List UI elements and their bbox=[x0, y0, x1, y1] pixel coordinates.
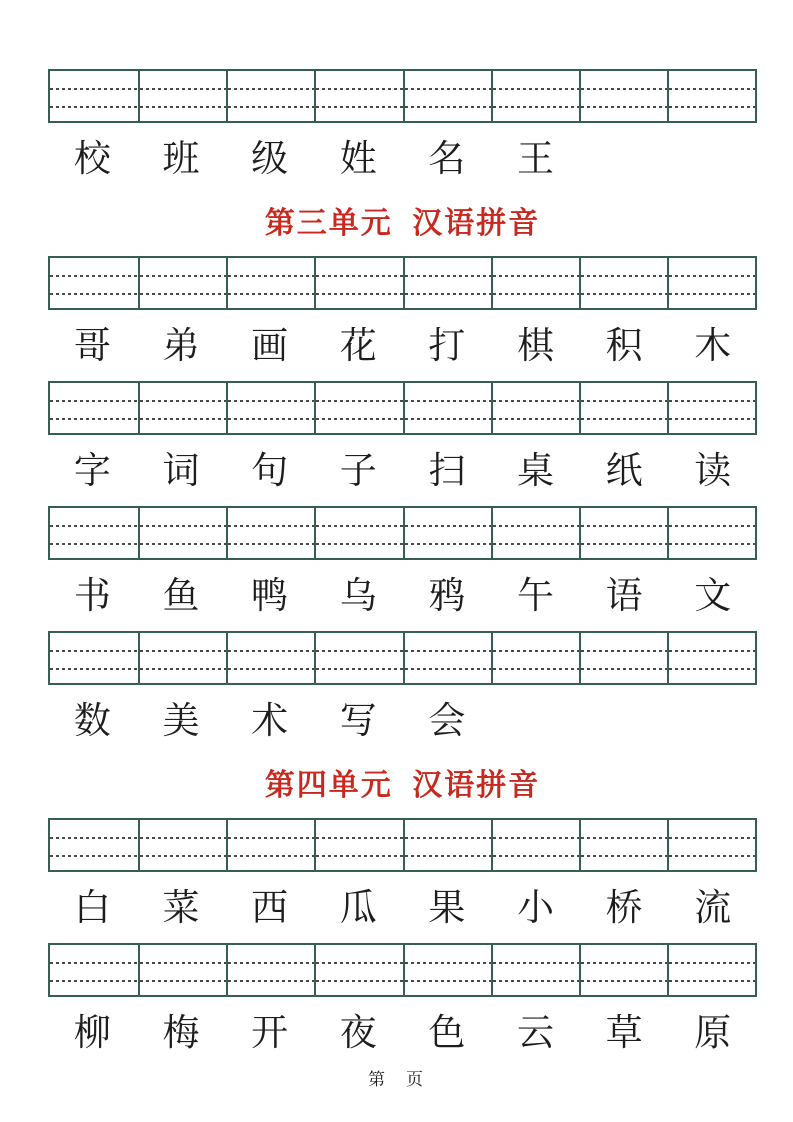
guide-line-lower bbox=[669, 543, 755, 545]
pinyin-cell bbox=[403, 633, 491, 683]
character: 名 bbox=[428, 139, 466, 180]
pinyin-cell bbox=[138, 383, 226, 433]
guide-line-upper bbox=[140, 962, 226, 964]
pinyin-cell bbox=[50, 383, 138, 433]
guide-line-upper bbox=[669, 650, 755, 652]
character: 原 bbox=[694, 1013, 732, 1054]
guide-line-upper bbox=[140, 837, 226, 839]
character bbox=[580, 700, 669, 744]
pinyin-cell bbox=[226, 820, 314, 870]
character: 桥 bbox=[605, 888, 643, 929]
guide-line-lower bbox=[140, 293, 226, 295]
guide-line-upper bbox=[228, 962, 314, 964]
guide-line-upper bbox=[228, 837, 314, 839]
guide-line-lower bbox=[581, 543, 667, 545]
guide-line-lower bbox=[228, 418, 314, 420]
guide-line-lower bbox=[316, 855, 402, 857]
worksheet-content bbox=[48, 69, 757, 1056]
character: 打 bbox=[428, 326, 466, 367]
pinyin-cell bbox=[579, 820, 667, 870]
character: 美 bbox=[162, 701, 200, 742]
guide-line-upper bbox=[228, 650, 314, 652]
pinyin-cell bbox=[491, 71, 579, 121]
guide-line-upper bbox=[50, 837, 138, 839]
pinyin-cell bbox=[50, 508, 138, 558]
guide-line-upper bbox=[581, 400, 667, 402]
guide-line-lower bbox=[50, 418, 138, 420]
guide-line-lower bbox=[669, 980, 755, 982]
guide-line-lower bbox=[140, 106, 226, 108]
guide-line-upper bbox=[581, 88, 667, 90]
pinyin-cell bbox=[491, 820, 579, 870]
guide-line-upper bbox=[316, 88, 402, 90]
guide-line-lower bbox=[493, 293, 579, 295]
guide-line-upper bbox=[493, 962, 579, 964]
guide-line-upper bbox=[581, 650, 667, 652]
guide-line-lower bbox=[140, 543, 226, 545]
character: 棋 bbox=[516, 326, 554, 367]
guide-line-lower bbox=[228, 106, 314, 108]
guide-line-lower bbox=[140, 418, 226, 420]
guide-line-lower bbox=[50, 668, 138, 670]
pinyin-cell bbox=[138, 71, 226, 121]
character bbox=[580, 138, 669, 182]
guide-line-upper bbox=[140, 275, 226, 277]
guide-line-lower bbox=[581, 855, 667, 857]
guide-line-lower bbox=[493, 418, 579, 420]
character: 数 bbox=[73, 701, 111, 742]
guide-line-lower bbox=[493, 543, 579, 545]
guide-line-lower bbox=[140, 980, 226, 982]
pinyin-cell bbox=[50, 258, 138, 308]
character: 姓 bbox=[339, 139, 377, 180]
character: 木 bbox=[694, 326, 732, 367]
pinyin-cell bbox=[491, 508, 579, 558]
pinyin-cell bbox=[667, 383, 755, 433]
character: 句 bbox=[251, 451, 289, 492]
pinyin-cell bbox=[226, 633, 314, 683]
character-row bbox=[48, 138, 757, 182]
guide-line-lower bbox=[228, 855, 314, 857]
pinyin-cell bbox=[579, 258, 667, 308]
pinyin-cell bbox=[226, 71, 314, 121]
guide-line-upper bbox=[669, 525, 755, 527]
guide-line-lower bbox=[581, 418, 667, 420]
guide-line-upper bbox=[405, 400, 491, 402]
guide-line-upper bbox=[316, 400, 402, 402]
pinyin-cell bbox=[579, 633, 667, 683]
character: 鸦 bbox=[428, 576, 466, 617]
unit-heading: 第三单元 汉语拼音 bbox=[264, 207, 541, 240]
footer-page-label: 第 页 bbox=[368, 1070, 425, 1089]
guide-line-lower bbox=[50, 106, 138, 108]
guide-line-upper bbox=[50, 400, 138, 402]
character bbox=[668, 138, 757, 182]
character: 文 bbox=[694, 576, 732, 617]
guide-line-lower bbox=[50, 293, 138, 295]
pinyin-cell bbox=[314, 258, 402, 308]
guide-line-upper bbox=[405, 837, 491, 839]
pinyin-cell bbox=[667, 820, 755, 870]
character: 书 bbox=[73, 576, 111, 617]
character bbox=[491, 700, 580, 744]
guide-line-upper bbox=[405, 525, 491, 527]
character: 菜 bbox=[162, 888, 200, 929]
pinyin-cell bbox=[226, 508, 314, 558]
character: 柳 bbox=[73, 1013, 111, 1054]
character: 哥 bbox=[73, 326, 111, 367]
guide-line-upper bbox=[140, 650, 226, 652]
guide-line-upper bbox=[228, 400, 314, 402]
character: 王 bbox=[516, 139, 554, 180]
pinyin-cell bbox=[138, 508, 226, 558]
guide-line-lower bbox=[669, 855, 755, 857]
pinyin-cell bbox=[579, 71, 667, 121]
guide-line-lower bbox=[405, 855, 491, 857]
guide-line-lower bbox=[140, 668, 226, 670]
guide-line-upper bbox=[316, 525, 402, 527]
character: 西 bbox=[251, 888, 289, 929]
guide-line-lower bbox=[405, 543, 491, 545]
character: 术 bbox=[251, 701, 289, 742]
guide-line-lower bbox=[228, 980, 314, 982]
pinyin-cell bbox=[226, 258, 314, 308]
character: 会 bbox=[428, 701, 466, 742]
character: 鱼 bbox=[162, 576, 200, 617]
character: 色 bbox=[428, 1013, 466, 1054]
guide-line-upper bbox=[316, 837, 402, 839]
pinyin-cell bbox=[667, 633, 755, 683]
character-row bbox=[48, 887, 757, 931]
guide-line-upper bbox=[581, 525, 667, 527]
unit-heading: 第四单元 汉语拼音 bbox=[264, 769, 541, 802]
guide-line-lower bbox=[493, 668, 579, 670]
pinyin-cell bbox=[50, 820, 138, 870]
guide-line-upper bbox=[228, 525, 314, 527]
character: 词 bbox=[162, 451, 200, 492]
pinyin-cell bbox=[403, 258, 491, 308]
guide-line-lower bbox=[228, 543, 314, 545]
guide-line-lower bbox=[316, 418, 402, 420]
guide-line-upper bbox=[405, 962, 491, 964]
guide-line-upper bbox=[50, 88, 138, 90]
pinyin-cell bbox=[403, 71, 491, 121]
guide-line-lower bbox=[493, 855, 579, 857]
character bbox=[668, 700, 757, 744]
guide-line-upper bbox=[493, 275, 579, 277]
pinyin-ruled-grid bbox=[48, 256, 757, 310]
pinyin-cell bbox=[491, 633, 579, 683]
guide-line-lower bbox=[581, 293, 667, 295]
guide-line-upper bbox=[50, 962, 138, 964]
character: 花 bbox=[339, 326, 377, 367]
guide-line-upper bbox=[669, 837, 755, 839]
pinyin-cell bbox=[138, 820, 226, 870]
guide-line-upper bbox=[581, 837, 667, 839]
pinyin-cell bbox=[667, 71, 755, 121]
character-row bbox=[48, 575, 757, 619]
guide-line-lower bbox=[581, 980, 667, 982]
character: 流 bbox=[694, 888, 732, 929]
guide-line-lower bbox=[316, 668, 402, 670]
guide-line-lower bbox=[140, 855, 226, 857]
guide-line-upper bbox=[228, 88, 314, 90]
guide-line-lower bbox=[669, 293, 755, 295]
guide-line-upper bbox=[140, 88, 226, 90]
guide-line-lower bbox=[316, 543, 402, 545]
character: 班 bbox=[162, 139, 200, 180]
character: 纸 bbox=[605, 451, 643, 492]
guide-line-lower bbox=[228, 668, 314, 670]
character: 白 bbox=[73, 888, 111, 929]
guide-line-lower bbox=[405, 106, 491, 108]
guide-line-lower bbox=[581, 106, 667, 108]
guide-line-upper bbox=[581, 962, 667, 964]
character: 校 bbox=[73, 139, 111, 180]
character: 梅 bbox=[162, 1013, 200, 1054]
pinyin-cell bbox=[579, 508, 667, 558]
guide-line-upper bbox=[140, 525, 226, 527]
pinyin-cell bbox=[138, 258, 226, 308]
pinyin-cell bbox=[491, 258, 579, 308]
pinyin-cell bbox=[314, 71, 402, 121]
pinyin-cell bbox=[226, 945, 314, 995]
pinyin-cell bbox=[50, 633, 138, 683]
character: 草 bbox=[605, 1013, 643, 1054]
character: 午 bbox=[516, 576, 554, 617]
pinyin-cell bbox=[314, 508, 402, 558]
pinyin-ruled-grid bbox=[48, 69, 757, 123]
guide-line-lower bbox=[50, 980, 138, 982]
pinyin-cell bbox=[138, 633, 226, 683]
pinyin-cell bbox=[314, 633, 402, 683]
character-row bbox=[48, 700, 757, 744]
character: 桌 bbox=[516, 451, 554, 492]
guide-line-lower bbox=[669, 418, 755, 420]
guide-line-upper bbox=[316, 650, 402, 652]
page-footer bbox=[0, 1065, 793, 1090]
guide-line-upper bbox=[669, 400, 755, 402]
character: 云 bbox=[516, 1013, 554, 1054]
character: 小 bbox=[516, 888, 554, 929]
guide-line-lower bbox=[405, 668, 491, 670]
guide-line-upper bbox=[669, 88, 755, 90]
guide-line-upper bbox=[405, 650, 491, 652]
guide-line-lower bbox=[316, 106, 402, 108]
pinyin-cell bbox=[226, 383, 314, 433]
pinyin-cell bbox=[667, 258, 755, 308]
pinyin-cell bbox=[403, 508, 491, 558]
pinyin-cell bbox=[579, 945, 667, 995]
guide-line-upper bbox=[493, 525, 579, 527]
character: 乌 bbox=[339, 576, 377, 617]
guide-line-upper bbox=[493, 400, 579, 402]
guide-line-lower bbox=[405, 418, 491, 420]
character: 开 bbox=[251, 1013, 289, 1054]
pinyin-cell bbox=[403, 820, 491, 870]
guide-line-lower bbox=[228, 293, 314, 295]
pinyin-cell bbox=[314, 383, 402, 433]
guide-line-upper bbox=[669, 275, 755, 277]
pinyin-cell bbox=[138, 945, 226, 995]
character: 瓜 bbox=[339, 888, 377, 929]
pinyin-ruled-grid bbox=[48, 381, 757, 435]
pinyin-cell bbox=[314, 945, 402, 995]
guide-line-lower bbox=[669, 106, 755, 108]
character: 积 bbox=[605, 326, 643, 367]
guide-line-upper bbox=[493, 650, 579, 652]
guide-line-lower bbox=[493, 980, 579, 982]
guide-line-upper bbox=[316, 962, 402, 964]
guide-line-upper bbox=[50, 275, 138, 277]
pinyin-cell bbox=[667, 945, 755, 995]
guide-line-lower bbox=[581, 668, 667, 670]
character: 鸭 bbox=[251, 576, 289, 617]
pinyin-cell bbox=[50, 71, 138, 121]
character: 画 bbox=[251, 326, 289, 367]
guide-line-upper bbox=[405, 275, 491, 277]
pinyin-cell bbox=[314, 820, 402, 870]
character: 果 bbox=[428, 888, 466, 929]
pinyin-ruled-grid bbox=[48, 818, 757, 872]
guide-line-upper bbox=[316, 275, 402, 277]
character-row bbox=[48, 450, 757, 494]
guide-line-upper bbox=[405, 88, 491, 90]
pinyin-cell bbox=[403, 383, 491, 433]
guide-line-upper bbox=[140, 400, 226, 402]
pinyin-ruled-grid bbox=[48, 943, 757, 997]
guide-line-upper bbox=[581, 275, 667, 277]
guide-line-upper bbox=[228, 275, 314, 277]
guide-line-upper bbox=[493, 837, 579, 839]
guide-line-lower bbox=[50, 543, 138, 545]
guide-line-upper bbox=[50, 525, 138, 527]
character-row bbox=[48, 325, 757, 369]
pinyin-cell bbox=[50, 945, 138, 995]
character: 弟 bbox=[162, 326, 200, 367]
pinyin-cell bbox=[403, 945, 491, 995]
guide-line-lower bbox=[405, 293, 491, 295]
guide-line-lower bbox=[316, 293, 402, 295]
character: 读 bbox=[694, 451, 732, 492]
character: 级 bbox=[251, 139, 289, 180]
pinyin-cell bbox=[491, 945, 579, 995]
pinyin-cell bbox=[667, 508, 755, 558]
guide-line-lower bbox=[669, 668, 755, 670]
character-row bbox=[48, 1012, 757, 1056]
guide-line-lower bbox=[405, 980, 491, 982]
character: 字 bbox=[73, 451, 111, 492]
character: 子 bbox=[339, 451, 377, 492]
character: 夜 bbox=[339, 1013, 377, 1054]
guide-line-lower bbox=[493, 106, 579, 108]
guide-line-upper bbox=[50, 650, 138, 652]
character: 扫 bbox=[428, 451, 466, 492]
pinyin-cell bbox=[491, 383, 579, 433]
guide-line-lower bbox=[50, 855, 138, 857]
guide-line-upper bbox=[669, 962, 755, 964]
pinyin-ruled-grid bbox=[48, 631, 757, 685]
pinyin-ruled-grid bbox=[48, 506, 757, 560]
guide-line-upper bbox=[493, 88, 579, 90]
character: 写 bbox=[339, 701, 377, 742]
character: 语 bbox=[605, 576, 643, 617]
guide-line-lower bbox=[316, 980, 402, 982]
pinyin-cell bbox=[579, 383, 667, 433]
